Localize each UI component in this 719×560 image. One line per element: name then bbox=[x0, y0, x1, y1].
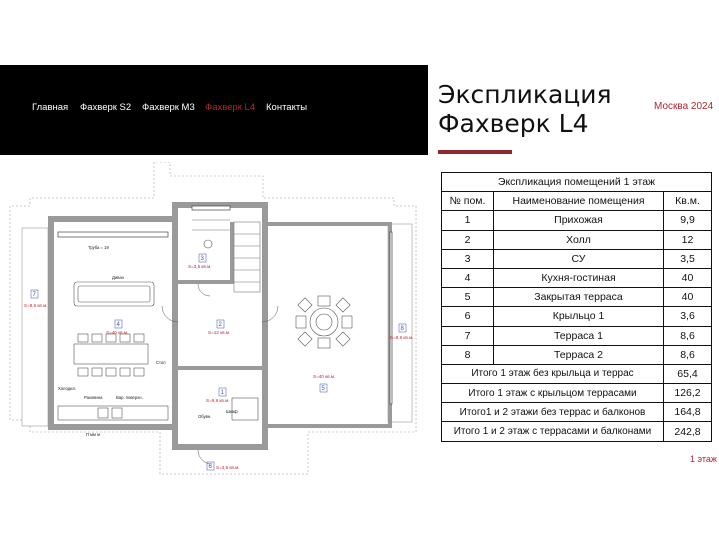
table-row bbox=[442, 345, 712, 364]
table-row bbox=[442, 230, 712, 249]
label-sofa: Диван bbox=[112, 275, 124, 280]
label-table: Стол bbox=[156, 360, 166, 365]
summary-label: Итого1 и 2 этажи без террас и балконов bbox=[442, 403, 664, 422]
room-name: Закрытая терраса bbox=[494, 288, 664, 307]
area-room-4: S=40 кв.м. bbox=[106, 330, 129, 335]
room-number: 6 bbox=[442, 307, 494, 326]
room-number-3: 3 bbox=[200, 256, 204, 262]
area-room-8: S=8,6 кв.м. bbox=[390, 335, 414, 340]
accent-rule bbox=[438, 150, 512, 154]
summary-row bbox=[442, 403, 712, 422]
room-area: 40 bbox=[664, 288, 712, 307]
page-title bbox=[438, 80, 612, 138]
room-number-7: 7 bbox=[32, 292, 36, 298]
header-room-name: Наименование помещения bbox=[494, 192, 664, 211]
table-row bbox=[442, 307, 712, 326]
summary-label: Итого 1 этаж с крыльцом террасами bbox=[442, 384, 664, 403]
room-name: Терраса 2 bbox=[494, 345, 664, 364]
area-room-6: S=3,6 кв.м. bbox=[216, 465, 240, 470]
room-name: СУ bbox=[494, 249, 664, 268]
area-room-1: S=9,9 кв.м. bbox=[206, 398, 230, 403]
room-explication-table bbox=[441, 172, 712, 442]
doors bbox=[162, 284, 278, 464]
nav-link-contacts[interactable]: Контакты bbox=[266, 102, 308, 113]
room-area: 9,9 bbox=[664, 211, 712, 230]
room-number-6: 6 bbox=[208, 464, 212, 470]
room-number-5: 5 bbox=[321, 386, 325, 392]
area-room-7: S=8,6 кв.м. bbox=[24, 303, 48, 308]
nav-link-fachwerk-l4[interactable]: Фахверк L4 bbox=[205, 102, 256, 113]
room-number: 1 bbox=[442, 211, 494, 230]
table-row bbox=[442, 288, 712, 307]
table-row bbox=[442, 268, 712, 287]
nav-link-fachwerk-s2[interactable]: Фахверк S2 bbox=[80, 102, 132, 113]
room-area: 8,6 bbox=[664, 326, 712, 345]
header-area: Кв.м. bbox=[664, 192, 712, 211]
summary-value: 126,2 bbox=[664, 384, 712, 403]
room-number: 8 bbox=[442, 345, 494, 364]
nav-link-fachwerk-m3[interactable]: Фахверк M3 bbox=[142, 102, 195, 113]
room-number-2: 2 bbox=[218, 322, 222, 328]
floor-plan bbox=[8, 162, 428, 480]
terrace-1 bbox=[22, 228, 48, 426]
header-room-number: № пом. bbox=[442, 192, 494, 211]
label-bottom: П мм м bbox=[86, 432, 100, 437]
summary-row bbox=[442, 384, 712, 403]
nav-link-home[interactable]: Главная bbox=[32, 102, 69, 113]
label-stove: Холодил. bbox=[58, 386, 77, 391]
room-name: Холл bbox=[494, 230, 664, 249]
room-number: 4 bbox=[442, 268, 494, 287]
table-row bbox=[442, 326, 712, 345]
room-number: 3 bbox=[442, 249, 494, 268]
area-room-5: S=40 кв.м. bbox=[313, 374, 336, 379]
summary-value: 164,8 bbox=[664, 403, 712, 422]
table-row bbox=[442, 249, 712, 268]
room-number-4: 4 bbox=[116, 322, 120, 328]
page-title-line1: Экспликация bbox=[438, 80, 612, 109]
summary-row bbox=[442, 422, 712, 441]
page-title-line2: Фахверк L4 bbox=[438, 109, 589, 138]
summary-label: Итого 1 этаж без крыльца и террас bbox=[442, 364, 664, 383]
table-caption-row bbox=[442, 173, 712, 192]
room-number: 5 bbox=[442, 288, 494, 307]
room-area: 8,6 bbox=[664, 345, 712, 364]
label-shoes: Обувн. bbox=[198, 414, 212, 419]
label-sink: Раковина bbox=[84, 395, 103, 400]
room-area: 12 bbox=[664, 230, 712, 249]
room-area: 3,6 bbox=[664, 307, 712, 326]
label-wardrobe: Шкаф bbox=[226, 409, 238, 414]
room-number-8: 8 bbox=[400, 326, 404, 332]
area-room-3: S=3,5 кв.м. bbox=[188, 264, 212, 269]
city-year-label: Москва 2024 bbox=[654, 101, 714, 112]
table-header-row bbox=[442, 192, 712, 211]
room-name: Кухня-гостиная bbox=[494, 268, 664, 287]
label-pipe: Труба = 19 bbox=[88, 245, 109, 250]
room-number: 2 bbox=[442, 230, 494, 249]
label-hob: Вар. поверхн. bbox=[116, 395, 143, 400]
summary-value: 242,8 bbox=[664, 422, 712, 441]
room-area: 40 bbox=[664, 268, 712, 287]
table-row bbox=[442, 211, 712, 230]
summary-label: Итого 1 и 2 этаж с террасами и балконами bbox=[442, 422, 664, 441]
room-number: 7 bbox=[442, 326, 494, 345]
room-name: Крыльцо 1 bbox=[494, 307, 664, 326]
summary-row bbox=[442, 364, 712, 383]
floor-label: 1 этаж bbox=[690, 454, 717, 464]
room-name: Прихожая bbox=[494, 211, 664, 230]
room-number-1: 1 bbox=[220, 390, 224, 396]
summary-value: 65,4 bbox=[664, 364, 712, 383]
room-name: Терраса 1 bbox=[494, 326, 664, 345]
area-room-2: S=12 кв.м. bbox=[208, 330, 231, 335]
table-caption: Экспликация помещений 1 этаж bbox=[442, 173, 712, 192]
top-nav-bar bbox=[0, 65, 428, 155]
room-area: 3,5 bbox=[664, 249, 712, 268]
